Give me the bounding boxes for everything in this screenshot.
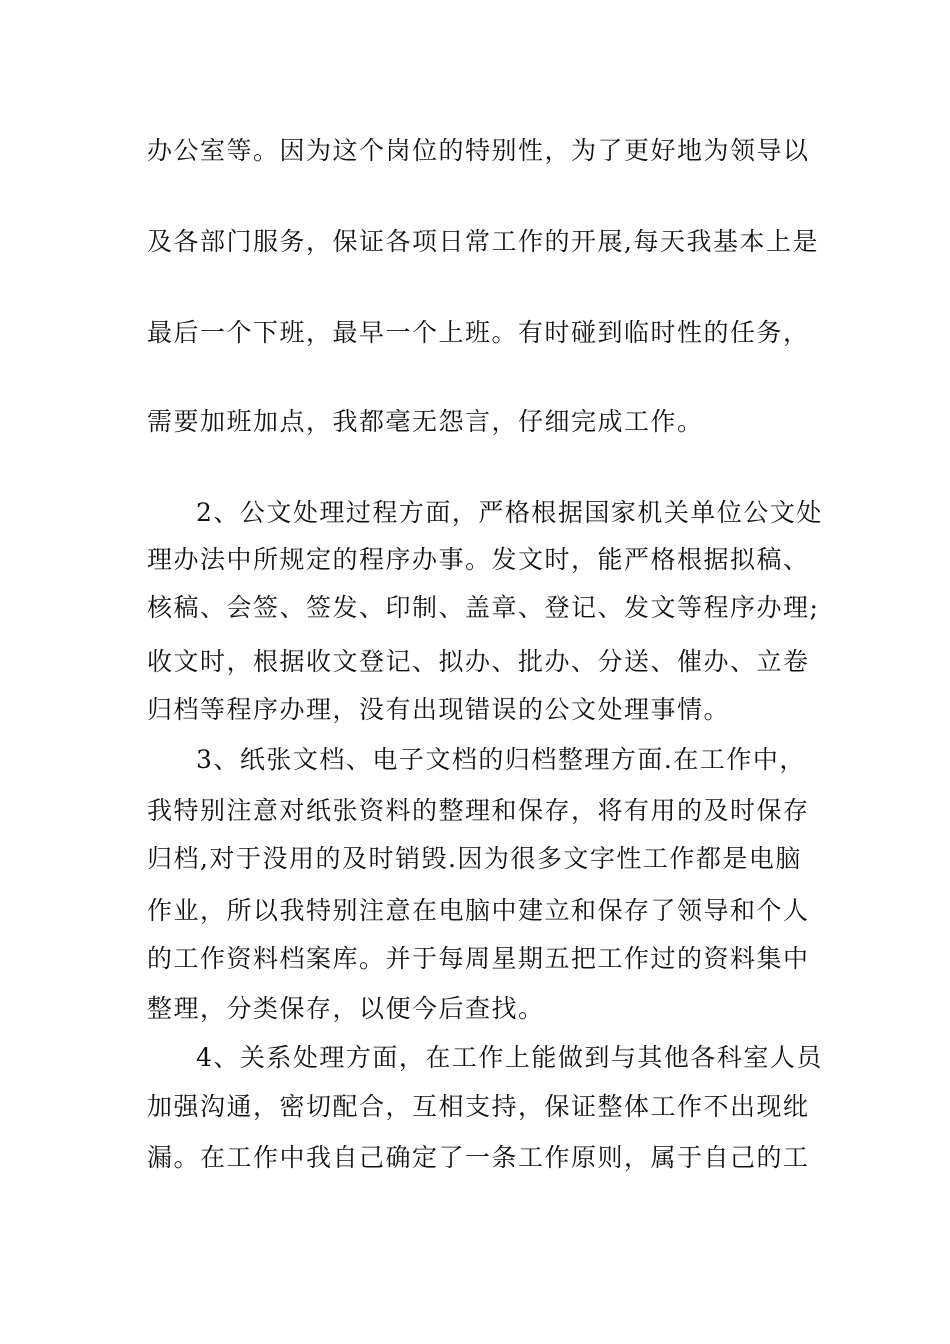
text-line: 整理，分类保存，以便今后查找。	[147, 994, 545, 1023]
text-line: 漏。在工作中我自己确定了一条工作原则，属于自己的工	[147, 1143, 810, 1172]
text-line: 办公室等。因为这个岗位的特别性，为了更好地为领导以	[147, 136, 810, 165]
text-line: 作业，所以我特别注意在电脑中建立和保存了领导和个人	[147, 896, 810, 925]
text-line: 收文时，根据收文登记、拟办、批办、分送、催办、立卷	[147, 647, 810, 676]
text-line: 最后一个下班，最早一个上班。有时碰到临时性的任务，	[147, 318, 810, 347]
text-line: 需要加班加点，我都毫无怨言，仔细完成工作。	[147, 407, 704, 436]
text-line: 归档,对于没用的及时销毁.因为很多文字性工作都是电脑	[147, 844, 802, 873]
paragraph-2-first-line: 2、公文处理过程方面，严格根据国家机关单位公文处	[196, 498, 823, 527]
text-line: 核稿、会签、签发、印制、盖章、登记、发文等程序办理;	[147, 593, 820, 622]
text-line: 的工作资料档案库。并于每周星期五把工作过的资料集中	[147, 944, 810, 973]
text-line: 我特别注意对纸张资料的整理和保存，将有用的及时保存	[147, 796, 810, 825]
text-line: 加强沟通，密切配合，互相支持，保证整体工作不出现纰	[147, 1092, 810, 1121]
text-line: 及各部门服务，保证各项日常工作的开展,每天我基本上是	[147, 227, 819, 256]
paragraph-3-first-line: 3、纸张文档、电子文档的归档整理方面.在工作中，	[196, 745, 806, 774]
text-line: 归档等程序办理，没有出现错误的公文处理事情。	[147, 695, 731, 724]
text-line: 理办法中所规定的程序办事。发文时，能严格根据拟稿、	[147, 545, 810, 574]
paragraph-4-first-line: 4、关系处理方面，在工作上能做到与其他各科室人员	[196, 1043, 823, 1072]
